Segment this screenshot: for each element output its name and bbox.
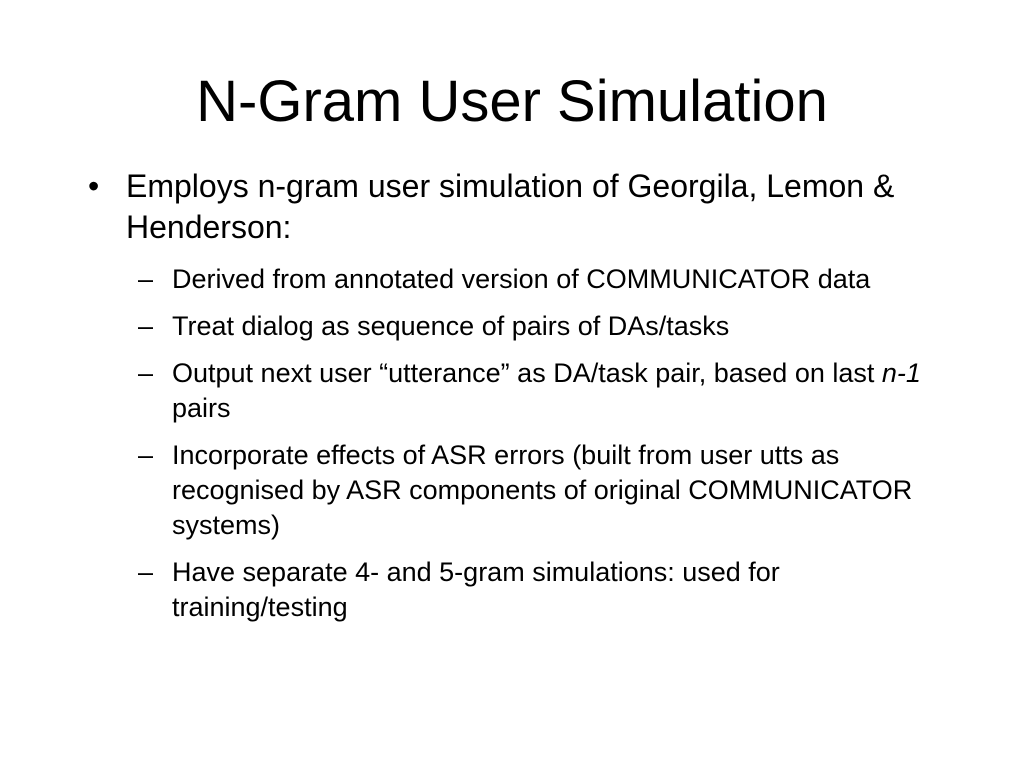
sub-bullet-list	[88, 262, 938, 625]
slide-title: N-Gram User Simulation	[196, 69, 828, 134]
bullet-item	[88, 166, 938, 248]
sub-bullet-text: Derived from annotated version of COMMUNICATOR data	[172, 264, 871, 294]
sub-bullet-marker: –	[138, 264, 154, 294]
sub-bullet-text: Have separate 4- and 5-gram simulations: used for training/testing	[172, 557, 780, 622]
sub-bullet-marker: –	[138, 358, 154, 388]
bullet-text: Employs n-gram user simulation of Georgila, Lemon & Henderson:	[126, 168, 895, 245]
sub-bullet-text: Treat dialog as sequence of pairs of DAs/tasks	[172, 311, 730, 341]
sub-bullet-item	[88, 309, 922, 344]
sub-bullet-item	[88, 438, 922, 543]
italic-term: n-1	[881, 358, 921, 388]
sub-bullet-text-before: Output next user “utterance” as DA/task pair, based on last	[172, 358, 882, 388]
slide-content	[88, 166, 938, 637]
sub-bullet-text: Incorporate effects of ASR errors (built from user utts as recognised by ASR components of original COMMUNICATOR systems)	[172, 440, 913, 540]
sub-bullet-text-after: pairs	[172, 393, 231, 423]
sub-bullet-marker: –	[138, 311, 154, 341]
bullet-marker: •	[88, 168, 100, 204]
sub-bullet-item	[88, 262, 922, 297]
sub-bullet-item	[88, 356, 922, 426]
sub-bullet-marker: –	[138, 557, 154, 587]
sub-bullet-item	[88, 555, 922, 625]
sub-bullet-marker: –	[138, 440, 154, 470]
